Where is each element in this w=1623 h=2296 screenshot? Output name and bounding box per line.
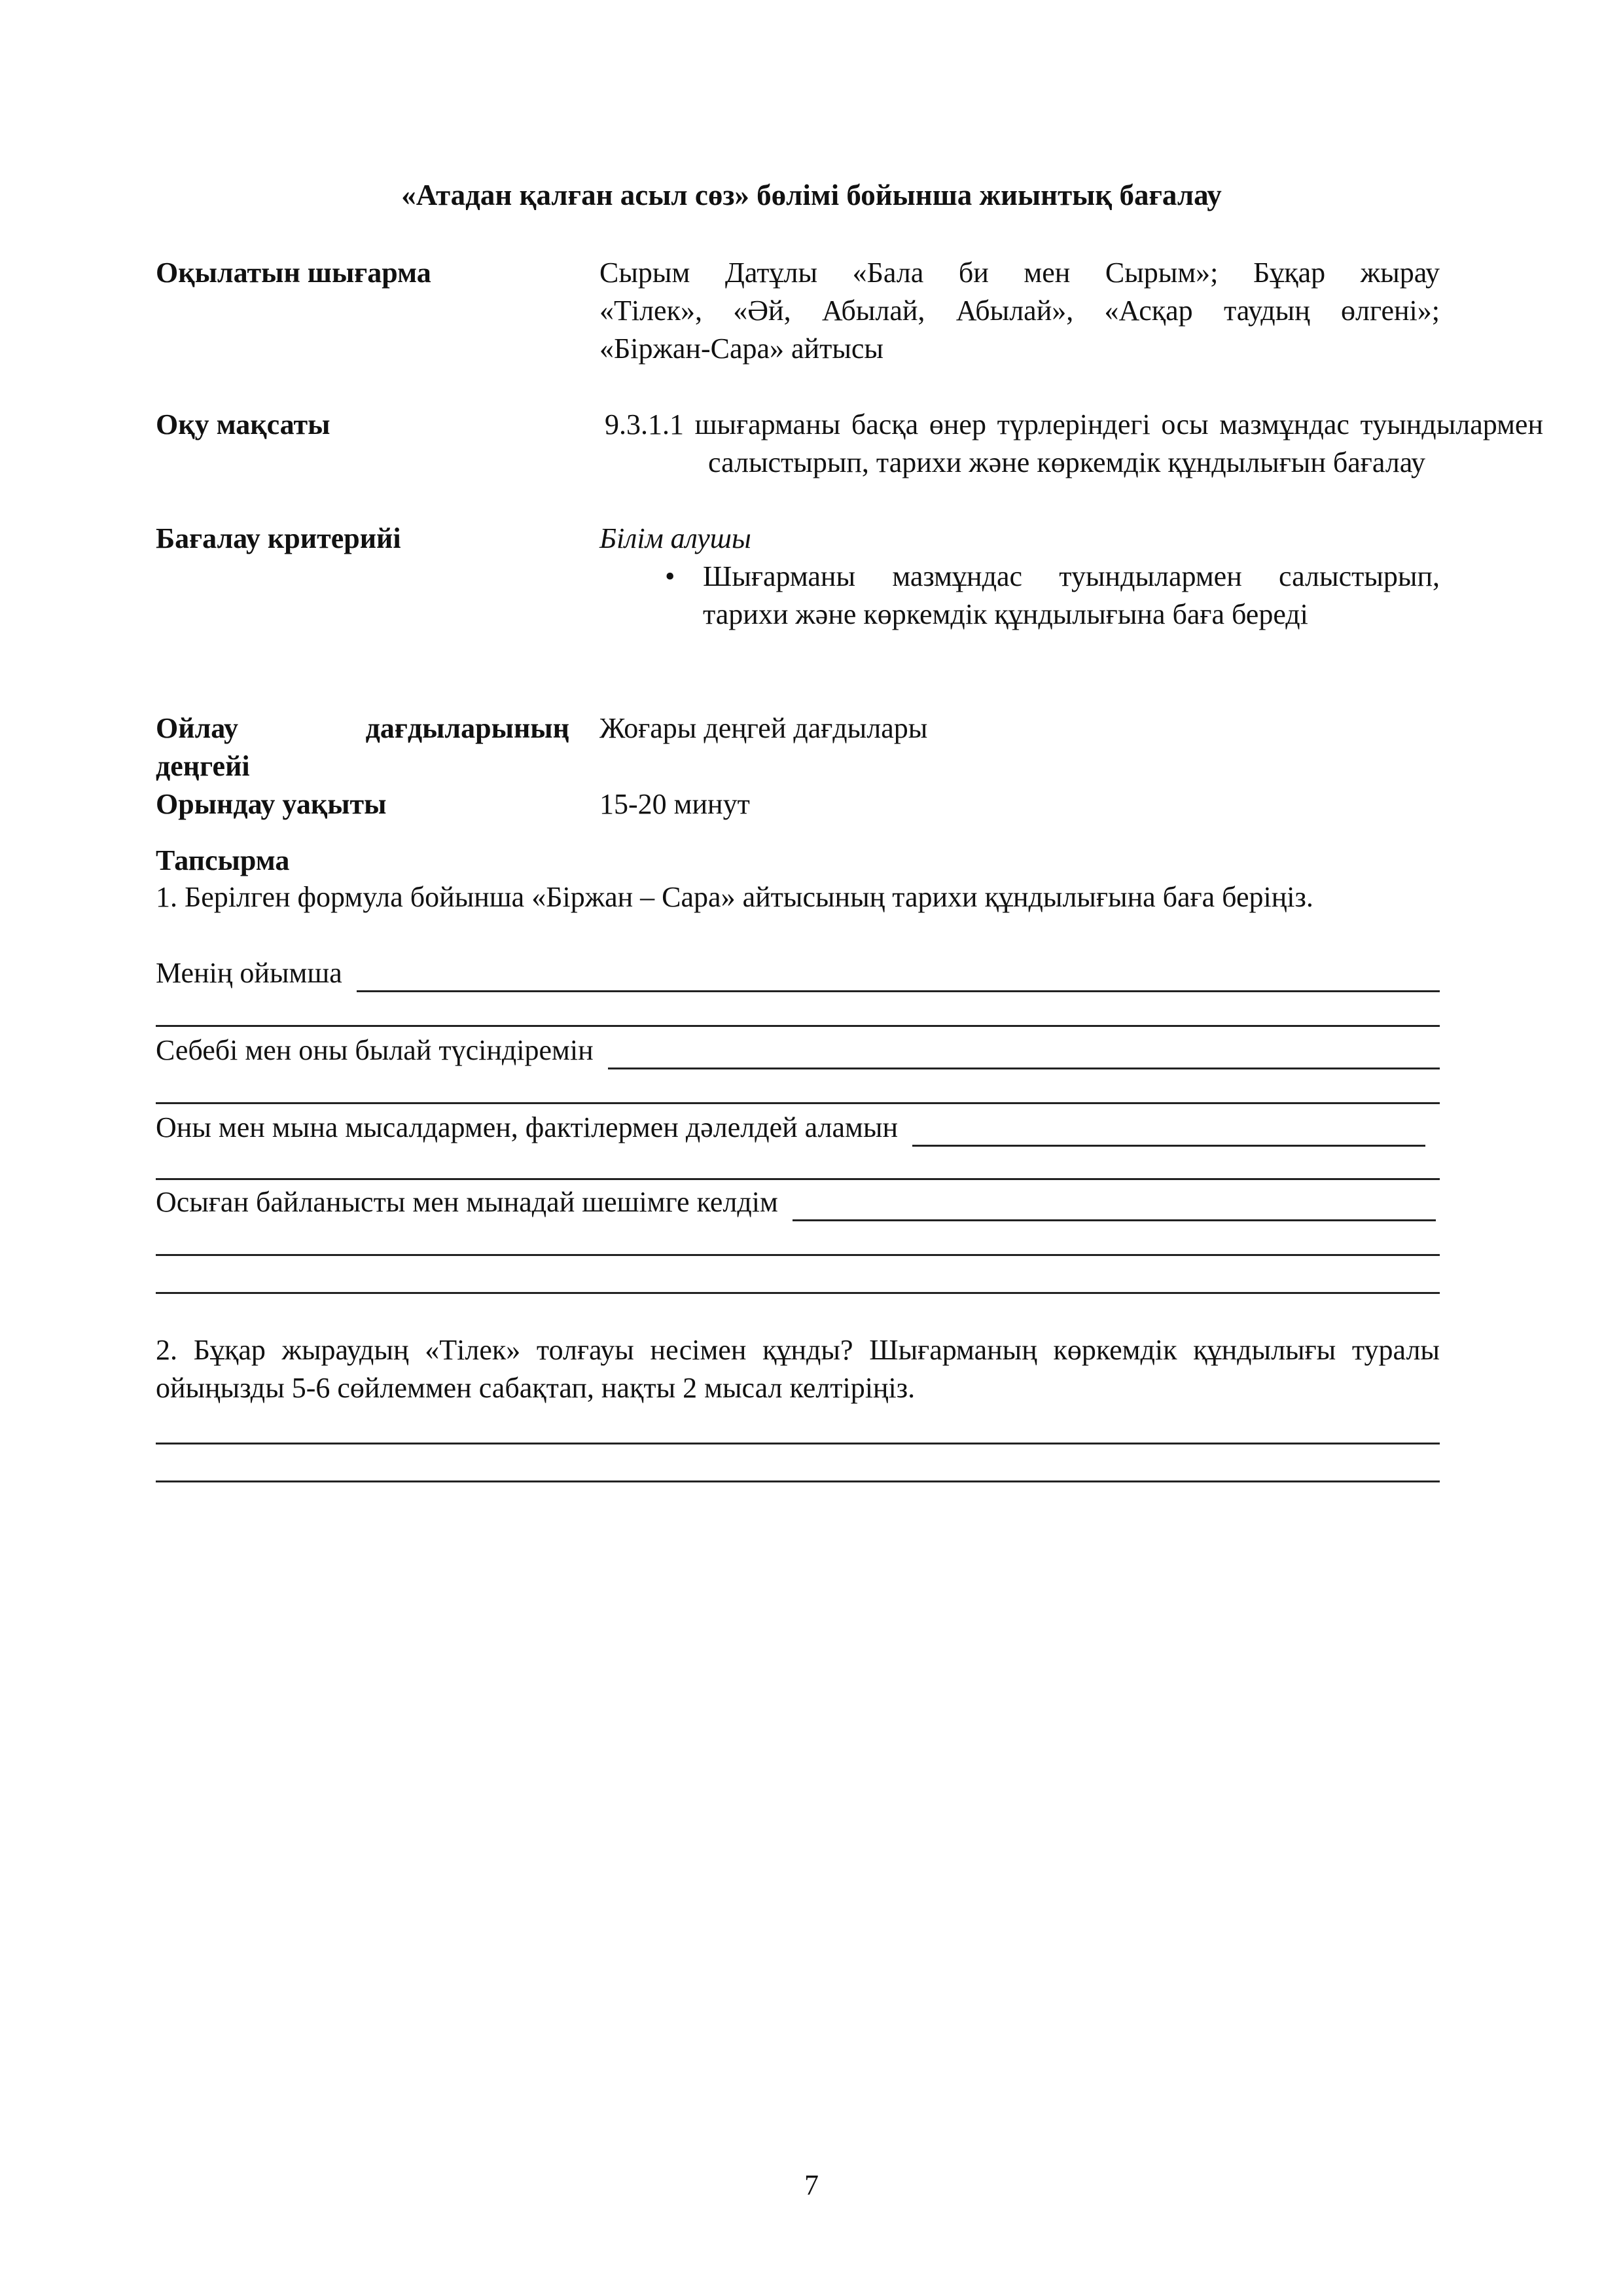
thinking-label-word: деңгейі <box>156 750 250 782</box>
answer-line-evidence[interactable] <box>156 1109 1440 1147</box>
thinking-label-line <box>156 709 569 747</box>
criteria-intro: Білім алушы <box>599 522 751 554</box>
answer-rule[interactable] <box>156 1292 1440 1294</box>
thinking-label-word: Ойлау <box>156 712 239 744</box>
answer-blank[interactable] <box>793 1188 1436 1221</box>
prompt-opinion: Менің ойымша <box>156 957 342 989</box>
answer-line-reason[interactable] <box>156 1031 1440 1069</box>
work-value-line: Сырым Датұлы «Бала би мен Сырым»; Бұқар жырау <box>599 257 1440 289</box>
answer-rule[interactable] <box>156 1254 1440 1256</box>
thinking-value: Жоғары деңгей дағдылары <box>599 712 928 744</box>
answer-line-opinion[interactable] <box>156 954 1440 992</box>
criteria-label: Бағалау критерийі <box>156 522 401 554</box>
criteria-bullet-item <box>599 558 1440 634</box>
work-label: Оқылатын шығарма <box>156 257 431 289</box>
bullet-icon: • <box>665 560 675 592</box>
answer-rule[interactable] <box>156 1480 1440 1482</box>
answer-rule[interactable] <box>156 1025 1440 1027</box>
answer-line-conclusion[interactable] <box>156 1183 1440 1221</box>
answer-blank[interactable] <box>357 959 1440 992</box>
answer-blank[interactable] <box>912 1113 1425 1147</box>
question-1: 1. Берілген формула бойынша «Біржан – Сара» айтысының тарихи құндылығына баға беріңіз. <box>156 881 1313 913</box>
work-value <box>599 254 1440 368</box>
page-number: 7 <box>804 2169 819 2201</box>
work-value-line: «Тілек», «Әй, Абылай, Абылай», «Асқар таудың өлгені»; <box>599 295 1440 327</box>
thinking-label <box>156 709 569 785</box>
answer-rule[interactable] <box>156 1178 1440 1180</box>
answer-blank[interactable] <box>608 1036 1440 1069</box>
prompt-conclusion: Осыған байланысты мен мынадай шешімге келдім <box>156 1186 778 1218</box>
answer-rule[interactable] <box>156 1102 1440 1104</box>
work-value-line: «Біржан-Сара» айтысы <box>599 332 883 365</box>
time-label: Орындау уақыты <box>156 788 387 820</box>
prompt-reason: Себебі мен оны былай түсіндіремін <box>156 1034 594 1066</box>
time-value: 15-20 минут <box>599 788 750 820</box>
question-2: 2. Бұқар жыраудың «Тілек» толғауы несімен құнды? Шығарманың көркемдік құндылығы туралы ойыңызды 5-6 сөйлеммен сабақтап, нақты 2 мысал келтіріңіз. <box>156 1334 1440 1404</box>
document-title: «Атадан қалған асыл сөз» бөлімі бойынша жиынтық бағалау <box>401 179 1222 211</box>
goal-label: Оқу мақсаты <box>156 408 330 440</box>
criteria-value <box>599 520 1440 634</box>
prompt-evidence: Оны мен мына мысалдармен, фактілермен дәлелдей аламын <box>156 1111 899 1143</box>
thinking-label-word: дағдыларының <box>365 712 569 744</box>
task-heading: Тапсырма <box>156 844 290 876</box>
goal-value: 9.3.1.1 шығарманы басқа өнер түрлеріндегі осы мазмұндас туындылармен салыстырып, тарихи және көркемдік құндылығын бағалау <box>605 408 1543 478</box>
answer-rule[interactable] <box>156 1443 1440 1444</box>
criteria-bullet-text: Шығарманы мазмұндас туындылармен салыстырып, тарихи және көркемдік құндылығына баға береді <box>703 560 1440 630</box>
